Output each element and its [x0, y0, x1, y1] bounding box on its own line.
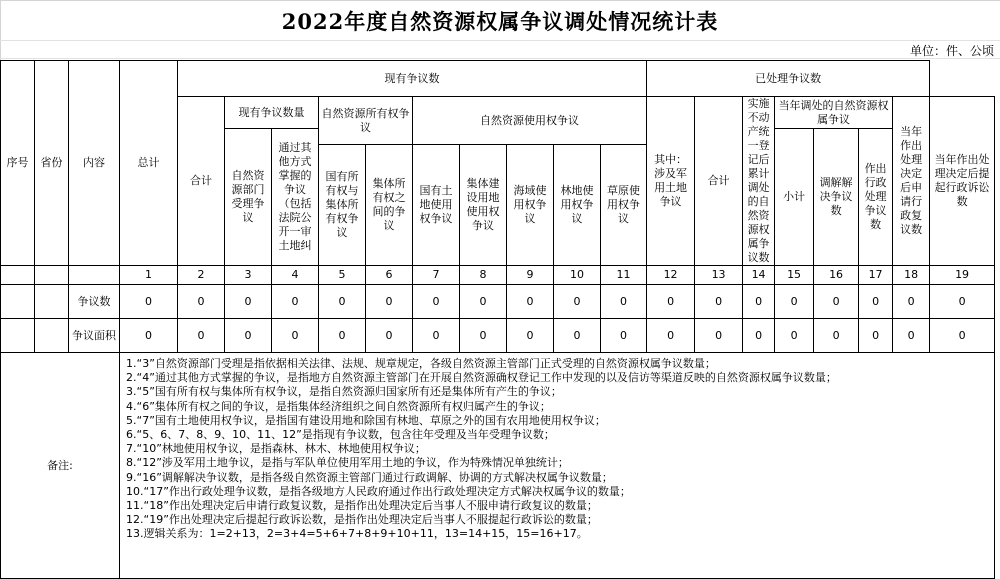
data-cell[interactable]: 0 — [695, 319, 743, 353]
note-item: 4.“6”集体所有权之间的争议，是指集体经济组织之间自然资源所有权归属产生的争议； — [126, 399, 551, 413]
column-number: 2 — [178, 266, 225, 285]
data-cell[interactable]: 0 — [601, 285, 647, 319]
data-cell[interactable]: 0 — [460, 285, 507, 319]
seq-header: 序号 — [1, 61, 35, 266]
data-cell[interactable]: 0 — [319, 319, 366, 353]
existing-sum-header: 合计 — [178, 97, 225, 266]
column-number: 14 — [743, 266, 775, 285]
note-item: 2.“4”通过其他方式掌握的争议，是指地方自然资源主管部门在开展自然资源确权登记工作中发现的以及信访等渠道反映的自然资源权属争议数量； — [126, 371, 837, 385]
notes-row — [1, 353, 995, 579]
collective-construction-header: 集体建设用地使用权争议 — [460, 145, 507, 266]
data-cell[interactable]: 0 — [743, 319, 775, 353]
note-item: 6.“5、6、7、8、9、10、11、12”是指现有争议数，包含往年受理及当年受理争议数； — [126, 428, 555, 442]
mediation-header: 调解解决争议数 — [814, 129, 859, 266]
notes-label: 备注: — [1, 353, 120, 579]
statistics-table — [0, 60, 995, 579]
data-cell[interactable]: 0 — [743, 285, 775, 319]
data-cell[interactable]: 0 — [366, 319, 413, 353]
notes-cell — [120, 353, 995, 579]
data-cell[interactable]: 0 — [120, 285, 178, 319]
data-cell[interactable]: 0 — [272, 285, 319, 319]
column-number: 19 — [930, 266, 995, 285]
data-cell[interactable]: 0 — [601, 319, 647, 353]
other-means-header: 通过其他方式掌握的争议（包括法院公开一审土地纠 — [272, 129, 319, 266]
data-cell[interactable]: 0 — [775, 285, 814, 319]
year-resolved-header: 当年调处的自然资源权属争议 — [775, 97, 893, 129]
processed-sum-header: 合计 — [695, 97, 743, 266]
data-cell[interactable]: 0 — [225, 285, 272, 319]
data-cell[interactable]: 0 — [647, 285, 695, 319]
data-cell[interactable]: 0 — [120, 319, 178, 353]
column-number: 11 — [601, 266, 647, 285]
data-cell[interactable]: 0 — [554, 319, 601, 353]
data-cell[interactable]: 0 — [554, 285, 601, 319]
data-cell[interactable]: 0 — [366, 285, 413, 319]
province-header: 省份 — [35, 61, 69, 266]
data-cell[interactable]: 0 — [814, 285, 859, 319]
existing-disputes-header: 现有争议数 — [178, 61, 647, 97]
total-header: 总计 — [120, 61, 178, 266]
ownership-header: 自然资源所有权争议 — [319, 97, 413, 145]
column-number: 6 — [366, 266, 413, 285]
row-label: 争议面积 — [69, 319, 120, 353]
column-number: 15 — [775, 266, 814, 285]
data-cell[interactable]: 0 — [859, 319, 893, 353]
subtotal-header: 小计 — [775, 129, 814, 266]
unit-label: 单位：件、公顷 — [909, 44, 994, 58]
column-number: 7 — [413, 266, 460, 285]
note-item: 5.“7”国有土地使用权争议，是指国有建设用地和除国有林地、草原之外的国有农用地使用权争议； — [126, 413, 606, 427]
data-cell[interactable]: 0 — [178, 319, 225, 353]
administrative-header: 作出行政处理争议数 — [859, 129, 893, 266]
forest-header: 林地使用权争议 — [554, 145, 601, 266]
column-number: 16 — [814, 266, 859, 285]
data-cell[interactable]: 0 — [695, 285, 743, 319]
collective-between-header: 集体所有权之间的争议 — [366, 145, 413, 266]
data-cell[interactable]: 0 — [413, 319, 460, 353]
column-number: 9 — [507, 266, 554, 285]
table-row-dispute-area — [1, 319, 995, 353]
data-cell[interactable]: 0 — [893, 319, 930, 353]
column-number: 3 — [225, 266, 272, 285]
note-item: 10.“17”作出行政处理争议数，是指各级地方人民政府通过作出行政处理决定方式解决权属争议的数量； — [126, 484, 631, 498]
table-row-dispute-count — [1, 285, 995, 319]
registration-header: 实施不动产统一登记后累计调处的自然资源权属争议数 — [743, 97, 775, 266]
data-cell[interactable]: 0 — [225, 319, 272, 353]
data-cell[interactable]: 0 — [178, 285, 225, 319]
note-item: 13.逻辑关系为：1=2+13，2=3+4=5+6+7+8+9+10+11，13=14+15，15=16+17。 — [126, 527, 588, 541]
note-item: 1.“3”自然资源部门受理是指依据相关法律、法规、规章规定，各级自然资源主管部门正式受理的自然资源权属争议数量； — [126, 357, 716, 370]
note-item: 7.“10”林地使用权争议，是指森林、林木、林地使用权争议； — [126, 442, 426, 456]
data-cell[interactable]: 0 — [272, 319, 319, 353]
data-cell[interactable]: 0 — [319, 285, 366, 319]
column-number: 10 — [554, 266, 601, 285]
data-cell[interactable]: 0 — [507, 285, 554, 319]
column-number: 8 — [460, 266, 507, 285]
page-title: 2022年度自然资源权属争议调处情况统计表 — [281, 9, 719, 34]
data-cell[interactable]: 0 — [893, 285, 930, 319]
note-item: 9.“16”调解解决争议数，是指各级自然资源主管部门通过行政调解、协调的方式解决权属争议数量； — [126, 470, 613, 484]
data-cell[interactable]: 0 — [859, 285, 893, 319]
accepted-header: 自然资源部门受理争议 — [225, 129, 272, 266]
litigation-header: 当年作出处理决定后提起行政诉讼数 — [930, 97, 995, 266]
existing-count-header: 现有争议数量 — [225, 97, 319, 129]
column-number-row — [1, 266, 995, 285]
note-item: 11.“18”作出处理决定后申请行政复议数，是指作出处理决定后当事人不服申请行政复议的数量； — [126, 499, 598, 513]
column-number: 4 — [272, 266, 319, 285]
data-cell[interactable]: 0 — [930, 285, 995, 319]
processed-disputes-header: 已处理争议数 — [647, 61, 930, 97]
column-number: 12 — [647, 266, 695, 285]
data-cell[interactable]: 0 — [460, 319, 507, 353]
note-item: 3.“5”国有所有权与集体所有权争议，是指自然资源归国家所有还是集体所有产生的争议； — [126, 385, 562, 399]
grassland-header: 草原使用权争议 — [601, 145, 647, 266]
note-item: 12.“19”作出处理决定后提起行政诉讼数，是指作出处理决定后当事人不服提起行政诉讼的数量； — [126, 513, 598, 527]
content-header: 内容 — [69, 61, 120, 266]
note-item: 8.“12”涉及军用土地争议，是指与军队单位使用军用土地的争议，作为特殊情况单独统计； — [126, 456, 569, 470]
state-collective-header: 国有所有权与集体所有权争议 — [319, 145, 366, 266]
state-land-header: 国有土地使用权争议 — [413, 145, 460, 266]
military-header: 其中：涉及军用土地争议 — [647, 97, 695, 266]
sea-header: 海域使用权争议 — [507, 145, 554, 266]
data-cell[interactable]: 0 — [413, 285, 460, 319]
column-number: 13 — [695, 266, 743, 285]
usage-header: 自然资源使用权争议 — [413, 97, 647, 145]
column-number: 5 — [319, 266, 366, 285]
column-number: 17 — [859, 266, 893, 285]
column-number: 1 — [120, 266, 178, 285]
data-cell[interactable]: 0 — [507, 319, 554, 353]
data-cell[interactable]: 0 — [775, 319, 814, 353]
column-number: 18 — [893, 266, 930, 285]
data-cell[interactable]: 0 — [814, 319, 859, 353]
review-header: 当年作出处理决定后申请行政复议数 — [893, 97, 930, 266]
data-cell[interactable]: 0 — [930, 319, 995, 353]
data-cell[interactable]: 0 — [647, 319, 695, 353]
row-label: 争议数 — [69, 285, 120, 319]
